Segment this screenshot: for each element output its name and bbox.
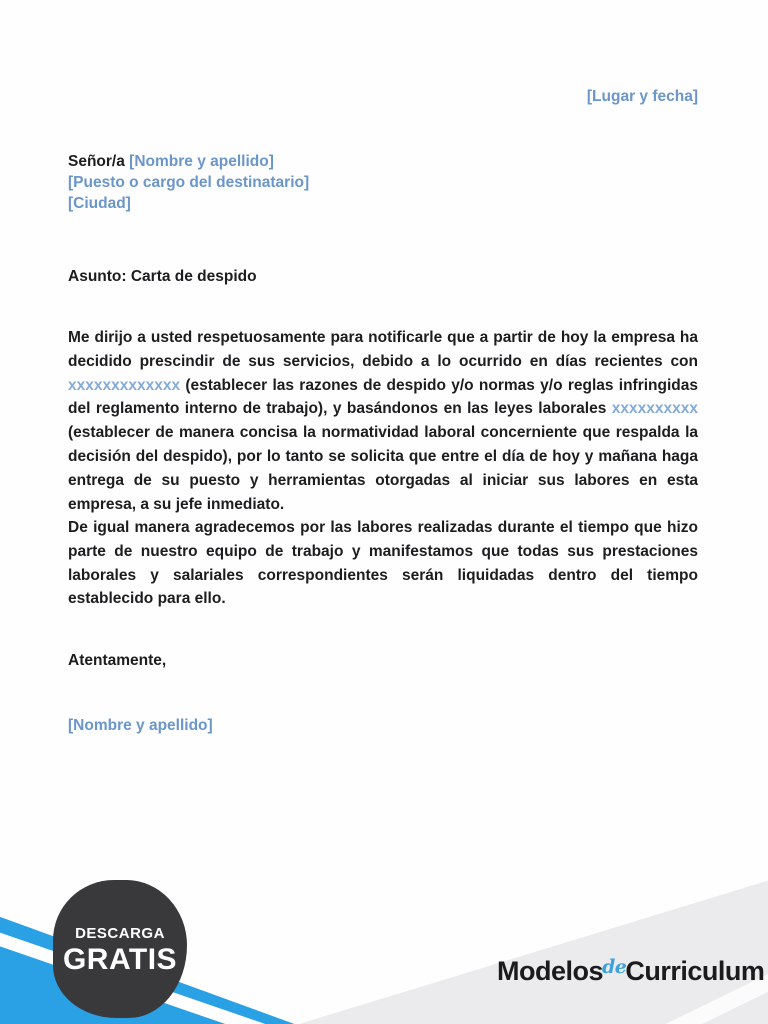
- paragraph-2: De igual manera agradecemos por las labores realizadas durante el tiempo que hizo parte de nuestro equipo de trabajo y manifestamos que todas sus prestaciones laborales y salariales correspondientes serán liquidadas dentro del tiempo establecido para ello.: [68, 519, 698, 608]
- badge-label-gratis: GRATIS: [62, 943, 178, 976]
- recipient-position-placeholder: [Puesto o cargo del destinatario]: [68, 174, 310, 191]
- p1-text-3: (establecer de manera concisa la normatividad laboral concerniente que respalda la decisión del despido), por lo tanto se solicita que entre el día de hoy y mañana haga entrega de su puesto y herramientas otorgadas al iniciar sus labores en esta empresa, a su jefe inmediato.: [68, 424, 698, 513]
- recipient-block: [68, 151, 309, 214]
- subject-line: Asunto: Carta de despido: [68, 268, 257, 285]
- signature-placeholder: [Nombre y apellido]: [68, 717, 213, 734]
- salutation: Señor/a: [68, 153, 130, 170]
- recipient-name-placeholder: [Nombre y apellido]: [129, 153, 274, 170]
- logo-part-curriculum: Curriculum: [625, 956, 765, 986]
- logo-part-modelos: Modelos: [497, 956, 604, 986]
- p1-text-1: Me dirijo a usted respetuosamente para notificarle que a partir de hoy la empresa ha decidido prescindir de sus servicios, debido a lo ocurrido en días recientes con: [68, 329, 698, 370]
- date-placeholder: [Lugar y fecha]: [586, 88, 698, 105]
- footer-branding: [0, 784, 768, 1024]
- logo-part-de: de: [602, 956, 627, 978]
- p1-placeholder-2: xxxxxxxxxx: [611, 400, 698, 418]
- p1-text-2: (establecer las razones de despido y/o normas y/o reglas infringidas del reglamento interno de trabajo), y basándonos en las leyes laborales: [68, 376, 698, 418]
- recipient-city-placeholder: [Ciudad]: [68, 195, 131, 212]
- modelosdecurriculum-logo: [497, 956, 764, 987]
- download-free-badge[interactable]: [53, 880, 187, 1018]
- badge-label-descarga: DESCARGA: [75, 925, 165, 942]
- recipient-line-1: [68, 151, 309, 172]
- paragraph-1: [68, 326, 698, 516]
- gray-diagonal-band: [250, 784, 768, 1024]
- p1-placeholder-1: xxxxxxxxxxxxx: [68, 376, 181, 394]
- closing-line: Atentamente,: [68, 652, 167, 669]
